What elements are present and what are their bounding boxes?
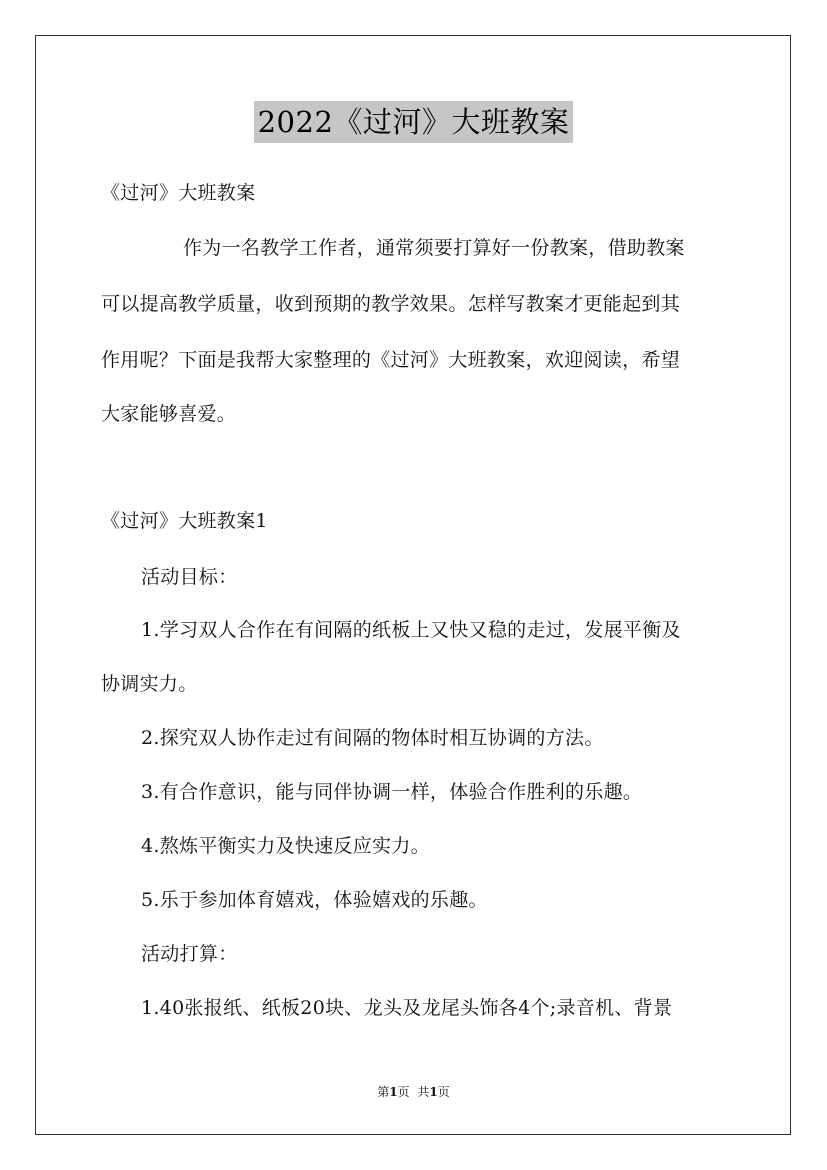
goal-line-2: 协调实力。 bbox=[101, 673, 198, 695]
goal-line-3: 2.探究双人协作走过有间隔的物体时相互协调的方法。 bbox=[141, 727, 604, 749]
footer-total-label: 共 bbox=[417, 1085, 430, 1099]
goals-label: 活动目标： bbox=[141, 566, 238, 588]
goal-line-5: 4.熬炼平衡实力及快速反应实力。 bbox=[141, 835, 430, 857]
goal-line-6: 5.乐于参加体育嬉戏，体验嬉戏的乐趣。 bbox=[141, 889, 488, 911]
section-heading: 《过河》大班教案1 bbox=[101, 510, 268, 532]
intro-line-3: 作用呢？下面是我帮大家整理的《过河》大班教案，欢迎阅读，希望 bbox=[101, 349, 681, 371]
intro-line-4: 大家能够喜爱。 bbox=[101, 403, 237, 425]
footer-page-label: 第 bbox=[377, 1085, 390, 1099]
intro-line-2: 可以提高教学质量，收到预期的教学效果。怎样写教案才更能起到其 bbox=[101, 293, 681, 315]
document-subtitle: 《过河》大班教案 bbox=[101, 182, 256, 204]
document-title: 2022《过河》大班教案 bbox=[254, 101, 574, 143]
footer-page-unit: 页 bbox=[397, 1085, 410, 1099]
prep-label: 活动打算： bbox=[141, 943, 238, 965]
footer-total-unit: 页 bbox=[437, 1085, 450, 1099]
page-footer bbox=[0, 1083, 827, 1100]
prep-line-1: 1.40张报纸、纸板20块、龙头及龙尾头饰各4个;录音机、背景 bbox=[141, 997, 673, 1019]
footer-page-current: 1 bbox=[389, 1085, 398, 1099]
title-container bbox=[0, 101, 827, 143]
goal-line-4: 3.有合作意识，能与同伴协调一样，体验合作胜利的乐趣。 bbox=[141, 781, 643, 803]
intro-line-1: 作为一名教学工作者，通常须要打算好一份教案，借助教案 bbox=[183, 237, 685, 259]
footer-page-total: 1 bbox=[429, 1085, 438, 1099]
goal-line-1: 1.学习双人合作在有间隔的纸板上又快又稳的走过，发展平衡及 bbox=[141, 619, 681, 641]
